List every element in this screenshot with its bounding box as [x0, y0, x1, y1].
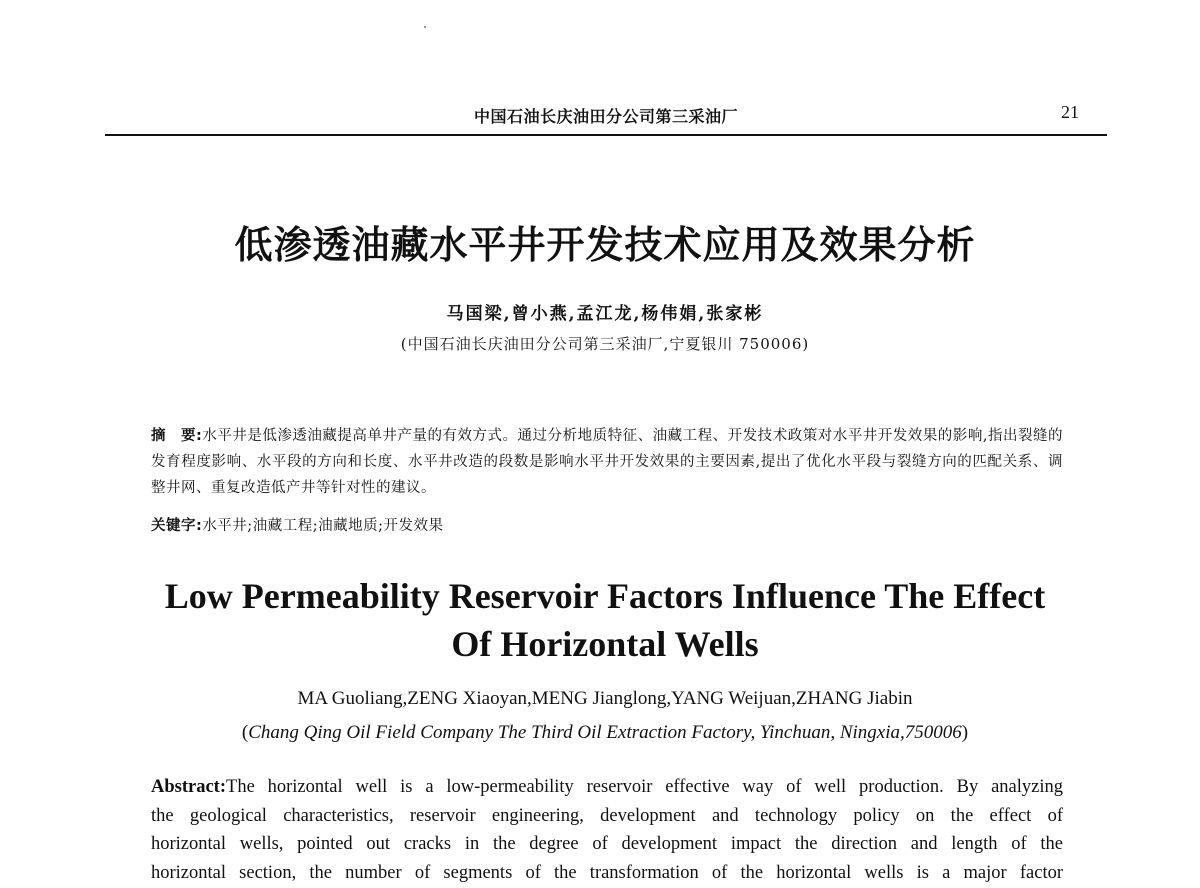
- page-number: 21: [1061, 102, 1079, 122]
- english-abstract-label: Abstract:: [151, 777, 227, 797]
- affiliation-close-paren: ): [961, 722, 969, 743]
- chinese-abstract: [151, 423, 1063, 501]
- english-abstract-line-1-text: The horizontal well is a low-permeability reservoir effective way of well production. By analyzing: [226, 777, 1063, 797]
- scan-speck: [424, 26, 426, 28]
- running-header: [105, 100, 1107, 136]
- english-abstract-line-3: horizontal wells, pointed out cracks in the degree of development impact the direction and length of the: [151, 834, 1063, 854]
- english-affiliation-text: Chang Qing Oil Field Company The Third Oil Extraction Factory, Yinchuan, Ningxia,750006: [248, 722, 962, 743]
- chinese-authors: 马国梁,曾小燕,孟江龙,杨伟娟,张家彬: [446, 304, 764, 324]
- english-title-line-2: Of Horizontal Wells: [451, 624, 759, 664]
- english-abstract-line-4: horizontal section, the number of segments of the transformation of the horizontal wells is a major factor: [151, 862, 1063, 883]
- english-abstract-line-2: the geological characteristics, reservoir engineering, development and technology policy on the effect of: [151, 805, 1063, 826]
- chinese-keywords-label: 关键字:: [151, 518, 203, 534]
- english-abstract-line-1: [151, 773, 1063, 802]
- chinese-title: 低渗透油藏水平井开发技术应用及效果分析: [234, 222, 976, 267]
- header-organization: 中国石油长庆油田分公司第三采油厂: [473, 107, 738, 126]
- affiliation-open-paren: (: [241, 722, 249, 743]
- english-affiliation: [100, 722, 1110, 744]
- english-authors: MA Guoliang,ZENG Xiaoyan,MENG Jianglong,YANG Weijuan,ZHANG Jiabin: [297, 688, 913, 709]
- english-title-line-1: Low Permeability Reservoir Factors Influence The Effect: [164, 576, 1046, 616]
- chinese-keywords-text: 水平井;油藏工程;油藏地质;开发效果: [202, 518, 444, 534]
- english-abstract: [151, 773, 1063, 887]
- english-title: [100, 572, 1110, 668]
- chinese-keywords: [151, 513, 1063, 539]
- chinese-affiliation: (中国石油长庆油田分公司第三采油厂,宁夏银川 750006): [400, 335, 810, 353]
- chinese-abstract-text: 水平井是低渗透油藏提高单井产量的有效方式。通过分析地质特征、油藏工程、开发技术政策对水平井开发效果的影响,指出裂缝的发育程度影响、水平段的方向和长度、水平井改造的段数是影响水平井开发效果的主要因素,提出了优化水平段与裂缝方向的匹配关系、调整井网、重复改造低产井等针对性的建议。: [151, 428, 1063, 496]
- chinese-abstract-label: 摘 要:: [151, 428, 203, 444]
